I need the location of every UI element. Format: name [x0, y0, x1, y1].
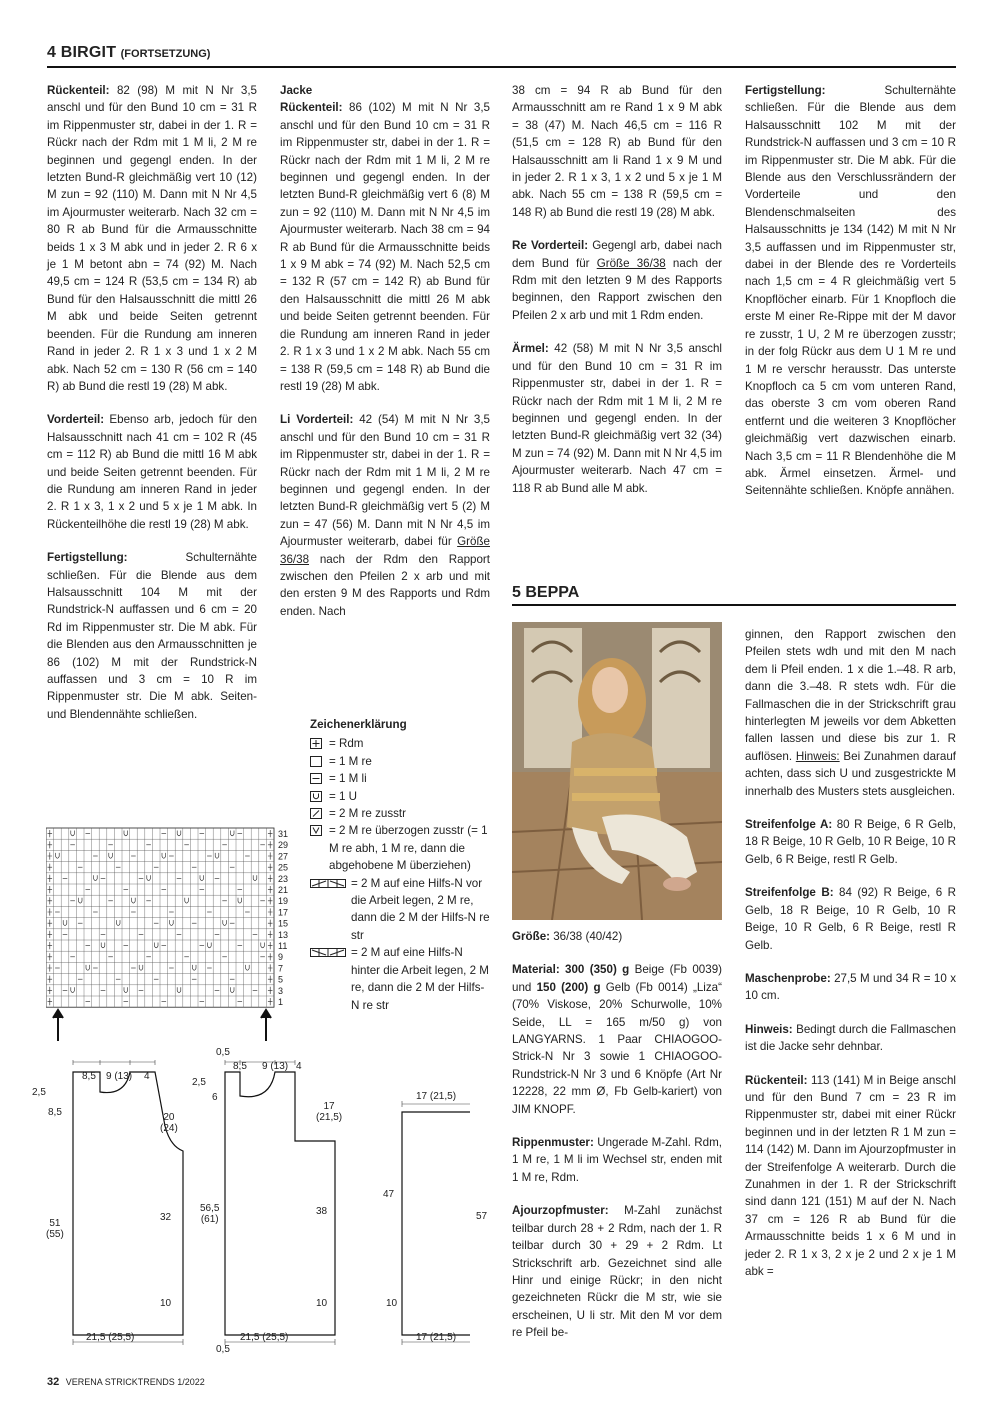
page-footer [47, 1376, 205, 1388]
column-1 [47, 82, 257, 739]
chart-row-number: 25 [278, 862, 289, 873]
sch-label: 8,5 [48, 1107, 62, 1118]
paragraph: Ajourzopfmuster: M-Zahl zunächst teilbar durch 28 + 2 Rdm, nach der 1. R teilbar durch 30 + 29 + 2 Rdm. Lt Strickschrift arb. Gezeichnet sind alle Hinr und einige Rückr; in den nicht gezeichneten Rückr die M str, wie sie erscheinen, U li str. Mit den M vor dem re Pfeil be- [512, 1204, 722, 1340]
chart-row-number: 31 [278, 829, 289, 839]
paragraph: Größe: 36/38 (40/42) [512, 930, 623, 943]
sch-label: 9 (13) [262, 1061, 289, 1072]
legend-row: = 2 M re zusstr [310, 805, 490, 822]
knitting-chart-grid [46, 826, 296, 1012]
magazine-name: VERENA STRICKTRENDS 1/2022 [65, 1377, 205, 1387]
cable-back-icon [310, 948, 346, 957]
paragraph: Li Vorderteil: 42 (54) M mit N Nr 3,5 anschl und für den Bund 10 cm = 31 R im Rippenmuster str, dabei in der 1. R = Rückr nach der Rdm mit 1 M li, 2 M re beginnen und gegengl enden. In der letzten Bund-R gleichmäßig vert 5 (2) M zun = 47 (56) M. Dann mit N Nr 4,5 im Ajourmuster weiterarb, dabei für Größe 36/38 nach der Rdm den Rapport zwischen den Pfeilen 2 x arb und mit den ersten 9 M des Rapports und Rdm enden. Nach [280, 413, 490, 618]
sch-label: 10 [386, 1298, 398, 1309]
paragraph: Rückenteil: 86 (102) M mit N Nr 3,5 anschl und für den Bund 10 cm = 31 R im Rippenmuster str, dabei in der 1. R = Rückr nach der Rdm mit 1 M li, 2 M re beginnen und gegengl enden. In der letzten Bund-R gleichmäßig vert 6 (8) M zun = 92 (110) M. Dann mit N Nr 4,5 im Ajourmuster weiterarb. Nach 38 cm = 94 R ab Bund für die Armausschnitte beids 1 x 9 M abk = 74 (92) M. Nach 52,5 cm = 132 R (57 cm = 142 R) ab Bund für den Halsausschnitt die mittl 26 M abk und beide Seiten getrennt beenden. Für die Rundung am inneren Rand in jeder 2. R 1 x 3 und 1 x 2 M abk. Nach 55 cm = 138 R (59,5 cm = 148 R) ab Bund die restl 19 (28) M abk. [280, 101, 490, 393]
paragraph: Rippenmuster: Ungerade M-Zahl. Rdm, 1 M re, 1 M li im Wechsel str, enden mit 1 M re, Rdm. [512, 1136, 722, 1184]
chart-row-number: 7 [278, 963, 284, 974]
knit-stitch-icon [310, 756, 324, 767]
sch-label: 4 [296, 1061, 302, 1072]
paragraph: 38 cm = 94 R ab Bund für den Armausschnitt am re Rand 1 x 9 M abk = 38 (47) M. Nach 46,5 cm = 116 R (51,5 cm = 128 R) ab Bund für den Halsausschnitt am li Rand 1 x 9 M und in jeder 2. R 1 x 3, 1 x 2 und 5 x je 1 M abk. Nach 55 cm = 138 R (59,5 cm = 148 R) ab Bund die restl 19 (28) M abk. [512, 84, 722, 219]
chart-row-number: 11 [278, 941, 288, 951]
legend [310, 716, 490, 1014]
column-6 [745, 626, 956, 1296]
paragraph: Hinweis: Bedingt durch die Fallmaschen ist die Jacke sehr dehnbar. [745, 1022, 956, 1054]
paragraph: Rückenteil: 113 (141) M in Beige anschl und für den Bund 7 cm = 23 R im Rippenmuster str, dabei mit einer Rückr beginnen und in der letzten R 1 M zun = 114 (142) M. Dann im Ajourzopfmuster in der Streifenfolge A weiterarb. Durch die Zunahmen in der 1. R der Strickschrift sind dann 121 (151) M auf der N. Nach 37 cm = 126 R ab Bund für die Armausschnitte beids 1 x 6 M und in jeder 2. R 1 x 3, 2 x je 2 und 2 x je 1 M abk = [745, 1073, 956, 1278]
sch-label: 51 (55) [46, 1218, 64, 1240]
paragraph: Jacke [280, 84, 313, 97]
column-4 [745, 82, 956, 516]
chart-row-number: 21 [278, 885, 289, 895]
arrow-up-icon [258, 1008, 274, 1042]
sch-label: 0,5 [216, 1047, 230, 1058]
paragraph: Material: 300 (350) g Beige (Fb 0039) und 150 (200) g Gelb (Fb 0014) „Liza“ (70% Viskose, 20% Schurwolle, 10% Seide, LL = 165 m/50 g) von LANGYARNS. 1 Paar CHIAOGOO-Strick-N Nr 3 sowie 1 CHIAOGOO-Rundstrick-N Nr 3 und 6 Knöpfe (Art Nr 12228, 22 mm Ø, Fb Gelb-kariert) von JIM KNOPF. [512, 963, 723, 1116]
sch-label: 2,5 [192, 1077, 206, 1088]
sch-label: 2,5 [32, 1087, 46, 1098]
legend-row: = Rdm [310, 735, 490, 752]
cable-front-icon [310, 879, 346, 888]
sch-label: 8,5 [82, 1071, 96, 1082]
legend-row: = 1 U [310, 788, 490, 805]
sch-label: 17 (21,5) [416, 1332, 457, 1343]
sch-label: 17 (21,5) [316, 1101, 343, 1123]
paragraph: Fertigstellung: Schulternähte schließen. Für die Blende aus dem Halsausschnitt 102 M mit der Rundstrick-N auffassen und 3 cm = 10 R im Rippenmuster str. Die M abk. Für die Blende aus den Verschlussrändern der Vorderteile und den Blendenschmalseiten des Halsausschnitts je 134 (142) M mit N Nr 3,5 auffassen und im Rippenmuster str, dabei in der Blende des re Vorderteils nach 1,5 cm = 4 R gleichmäßig vert 5 Knopflöcher einarb. Für 1 Knopfloch die erste M einer Re-Rippe mit der M davor re zusstr, 1 U, 2 M re überzogen zusstr; in der folg Rückr aus dem U 1 M re und 1 M re verschr herausstr. Das unterste Knopfloch ca 5 cm vom unteren Rand, das oberste 3 cm vom oberen Rand entfernt und die weiteren 3 Knopflöcher gleichmäßig vert dazwischen einarb. Nach 3,5 cm = 11 R Blendenhöhe die M abk. Ärmel einsetzen. Ärmel- und Seitennähte schließen. Knöpfe annähen. [745, 84, 956, 498]
sch-label: 10 [160, 1298, 172, 1309]
sch-label: 38 [316, 1206, 328, 1217]
chart-row-number: 3 [278, 985, 284, 996]
knitting-chart [46, 826, 296, 1017]
sch-label: 9 (13) [106, 1071, 133, 1082]
sch-label: 6 [212, 1092, 218, 1103]
legend-row: = 1 M li [310, 770, 490, 787]
section-subtitle: (FORTSETZUNG) [120, 48, 211, 60]
model-photo [512, 622, 722, 920]
paragraph: Fertigstellung: Schulternähte schließen. Für die Blende aus dem Halsausschnitt 104 M mit der Rundstrick-N auffassen und 6 cm = 20 Rd im Rippenmuster str. Die M abk. Für die Blenden aus den Armausschnitten je 86 (102) M mit der Rundstrick-N auffassen und 3 cm = 10 R im Rippenmuster str. Die M abk. Seiten- und Blendennähte schließen. [47, 551, 257, 721]
sch-label: 8,5 [233, 1061, 247, 1072]
chart-row-number: 5 [278, 974, 284, 985]
sch-label: 10 [316, 1298, 328, 1309]
chart-row-number: 9 [278, 952, 284, 963]
arrow-up-icon [50, 1008, 66, 1042]
chart-row-number: 19 [278, 896, 289, 907]
paragraph: Re Vorderteil: Gegengl arb, dabei nach dem Bund für Größe 36/38 nach der Rdm mit den letzten 9 M des Rapports beginnen, den Rapport zwischen den Pfeilen 2 x arb und mit 1 Rdm enden. [512, 239, 723, 322]
schematics [30, 1046, 470, 1356]
purl-stitch-icon [310, 773, 324, 784]
legend-row: = 2 M re überzogen zusstr (= 1 M re abh, 1 M re, dann die abgehobene M überziehen) [310, 822, 490, 874]
chart-row-number: 17 [278, 907, 289, 918]
section-title: 4 BIRGIT [47, 44, 117, 61]
paragraph: Vorderteil: Ebenso arb, jedoch für den Halsausschnitt nach 41 cm = 102 R (45 cm = 112 R) ab Bund die mittl 16 M abk und beide Seiten getrennt beenden. Für die Rundung am inneren Rand in jeder 2. R 1 x 3, 1 x 2 und 5 x je 1 M abk. In Rückenteilhöhe die restl 19 (28) M abk. [47, 413, 257, 531]
column-2 [280, 82, 490, 636]
sch-label: 47 [383, 1189, 395, 1200]
edge-stitch-icon [310, 738, 324, 749]
sleeve-piece-outline [402, 1112, 470, 1335]
ssk-icon [310, 825, 324, 836]
beppa-title: 5 BEPPA [512, 584, 956, 606]
legend-title: Zeichenerklärung [310, 718, 407, 731]
sch-label: 56,5 (61) [200, 1203, 220, 1225]
chart-row-number: 29 [278, 840, 289, 851]
yarn-over-icon [310, 791, 324, 802]
paragraph: Streifenfolge B: 84 (92) R Beige, 6 R Gelb, 18 R Beige, 10 R Gelb, 10 R Beige, 10 R Gelb, 6 R Beige, restl R Gelb. [745, 886, 956, 952]
sch-label: 21,5 (25,5) [240, 1332, 289, 1343]
chart-row-number: 15 [278, 918, 289, 929]
legend-row: = 2 M auf eine Hilfs-N hinter die Arbeit legen, 2 M re, dann die 2 M der Hilfs-N re str [310, 944, 490, 1014]
legend-row: = 2 M auf eine Hilfs-N vor die Arbeit legen, 2 M re, dann die 2 M der Hilfs-N re str [310, 875, 490, 945]
sch-label: 0,5 [216, 1344, 230, 1355]
column-5 [512, 928, 722, 1358]
paragraph: ginnen, den Rapport zwischen den Pfeilen stets wdh und mit den M nach dem li Pfeil enden. 1 x die 1.–48. R arb, dann die 3.–48. R stets wdh. Für die Fallmaschen die in der Strickschrift grau hinterlegten M jeweils vor dem Abketten fallen lassen und diese bis zur 1. R auflösen. Hinweis: Bei Zunahmen darauf achten, dass sich U und zusgestrickte M innerhalb des Musters stets ausgleichen. [745, 628, 956, 798]
section-header [47, 44, 956, 68]
k2tog-icon [310, 808, 324, 819]
paragraph: Ärmel: 42 (58) M mit N Nr 3,5 anschl und für den Bund 10 cm = 31 R im Rippenmuster str, dabei in der 1. R = Rückr nach der Rdm mit 1 M li, 2 M re beginnen und gegengl enden. In der letzten Bund-R gleichmäßig vert 32 (34) M zun = 74 (92) M. Dann mit N Nr 4,5 im Ajourmuster weiterarb. Nach 47 cm = 118 R ab Bund alle M abk. [512, 342, 722, 495]
sch-label: 4 [144, 1071, 150, 1082]
chart-row-number: 1 [278, 997, 284, 1007]
sch-label: 21,5 (25,5) [86, 1332, 135, 1343]
sch-label: 32 [160, 1212, 172, 1223]
chart-row-number: 23 [278, 873, 289, 884]
chart-row-number: 13 [278, 929, 289, 940]
sch-label: 57 [476, 1211, 488, 1222]
paragraph: Streifenfolge A: 80 R Beige, 6 R Gelb, 18 R Beige, 10 R Gelb, 10 R Beige, 10 R Gelb, 6 R Beige, restl R Gelb. [745, 818, 956, 866]
column-3 [512, 82, 722, 513]
page-number: 32 [47, 1376, 60, 1388]
paragraph: Rückenteil: 82 (98) M mit N Nr 3,5 anschl und für den Bund 10 cm = 31 R im Rippenmuster str, dabei in der 1. R = Rückr nach der Rdm mit 1 M li, 2 M re beginnen und gegengl enden. In der letzten Bund-R gleichmäßig vert 10 (12) M zun = 92 (110) M. Dann mit N Nr 4,5 im Ajourmuster weiterarb. Nach 32 cm = 80 R ab Bund für die Armausschnitte beids 1 x 3 M abk und in jeder 2. R 6 x je 1 M betont abn = 74 (92) M. Nach 49,5 cm = 124 R (53,5 cm = 134 R) ab Bund für den Halsausschnitt die mittl 26 M abk und beide Seiten getrennt beenden. Für die Rundung am inneren Rand in jeder 2. R 1 x 3 und 1 x 2 M abk. Nach 52 cm = 130 R (56 cm = 140 R) ab Bund die restl 19 (28) M abk. [47, 84, 257, 393]
sch-label: 20 (24) [160, 1112, 178, 1134]
paragraph: Maschenprobe: 27,5 M und 34 R = 10 x 10 cm. [745, 971, 956, 1003]
chart-row-number: 27 [278, 851, 289, 862]
legend-row: = 1 M re [310, 753, 490, 770]
sch-label: 17 (21,5) [416, 1091, 457, 1102]
